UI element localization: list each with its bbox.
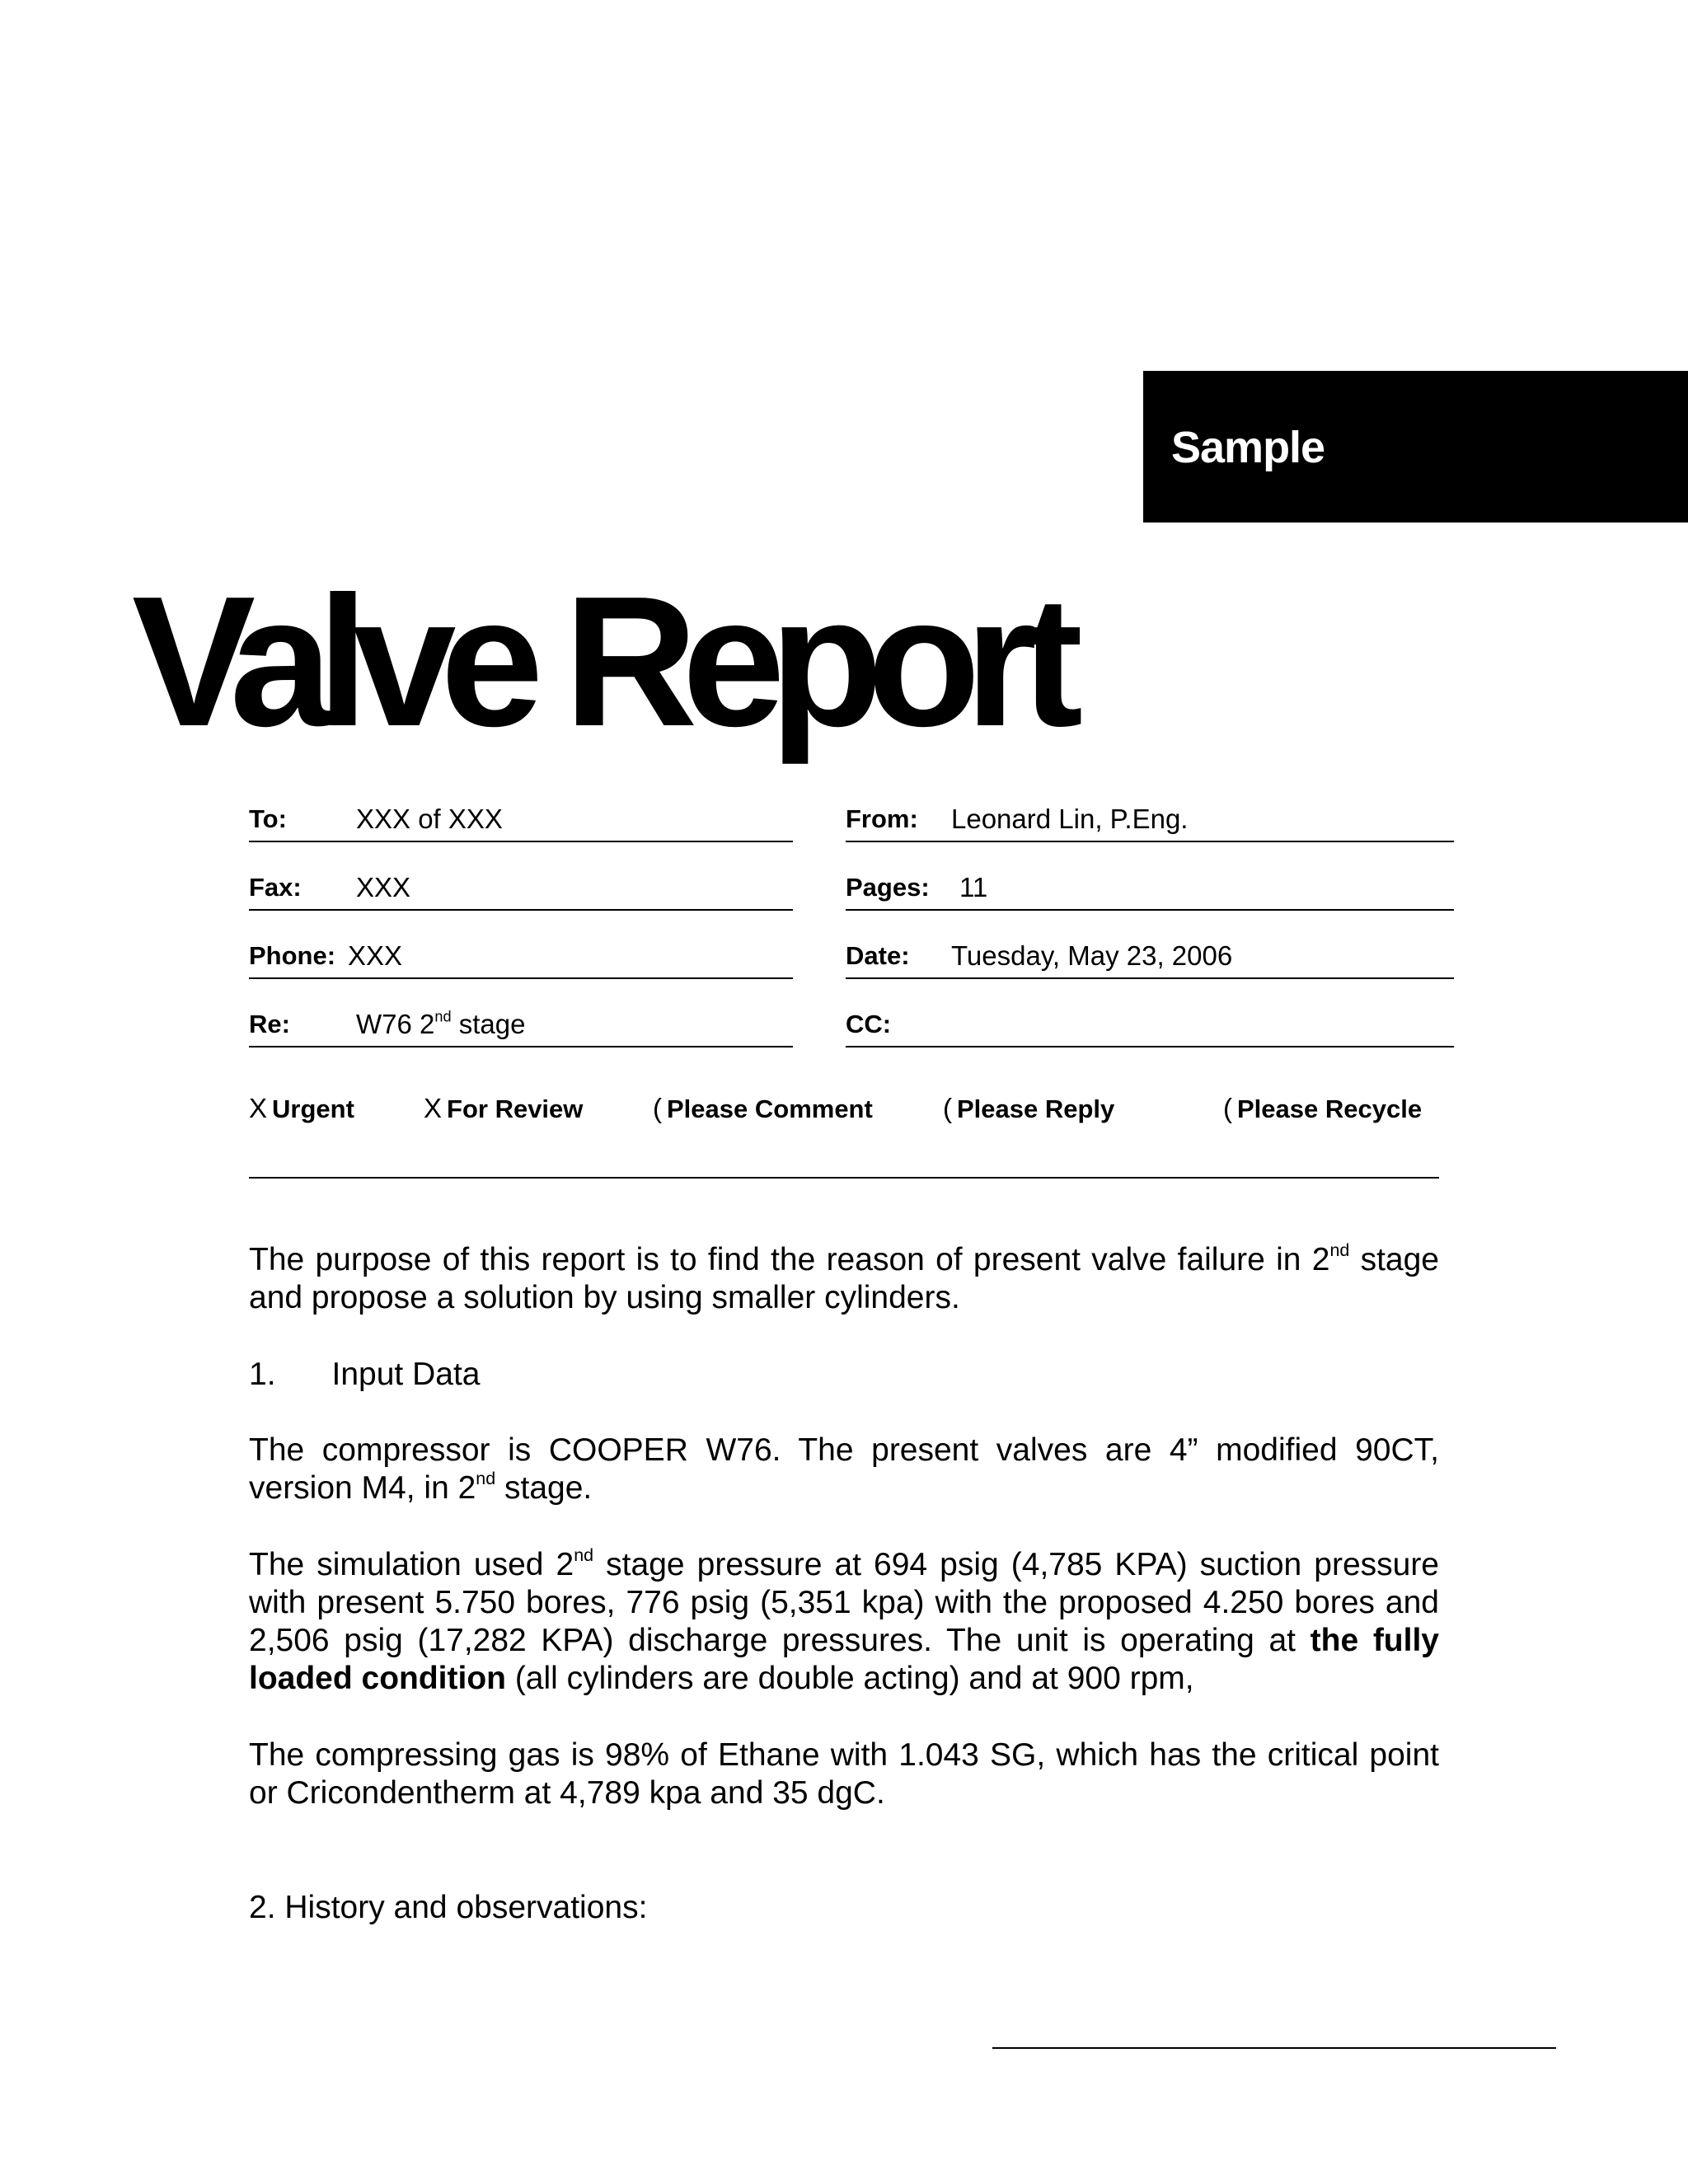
row-divider: [249, 841, 793, 842]
option-label: For Review: [447, 1094, 584, 1123]
re-value: [356, 1009, 525, 1040]
superscript: nd: [1329, 1240, 1350, 1260]
date-label: Date:: [846, 941, 910, 970]
option-label: Please Reply: [957, 1094, 1115, 1123]
section-title: Input Data: [331, 1357, 481, 1392]
to-label: To:: [249, 804, 287, 833]
phone-label: Phone:: [249, 941, 336, 970]
option-mark: (: [943, 1093, 952, 1123]
option-please-recycle[interactable]: [1223, 1093, 1422, 1124]
row-divider: [846, 909, 1454, 911]
option-please-comment[interactable]: [653, 1093, 873, 1124]
to-value: XXX of XXX: [356, 804, 503, 834]
section-2-heading: [249, 1889, 1439, 1927]
option-label: Urgent: [272, 1094, 354, 1123]
option-urgent[interactable]: [249, 1093, 354, 1124]
row-divider: [249, 977, 793, 979]
option-mark: (: [1223, 1093, 1232, 1123]
paragraph-text: The simulation used 2: [249, 1547, 574, 1582]
bold-text: the fully loaded condition: [249, 1623, 1439, 1696]
option-label: Please Comment: [667, 1094, 873, 1123]
section-title: 2. History and observations:: [249, 1890, 648, 1925]
option-please-reply[interactable]: [943, 1093, 1114, 1124]
option-for-review[interactable]: [424, 1093, 583, 1124]
sample-banner: [1143, 371, 1688, 523]
paragraph-text: stage and propose a solution by using smaller cylinders.: [249, 1242, 1440, 1315]
paragraph-text: The compressor is COOPER W76. The present valves are 4” modified 90CT, version M4, in 2: [249, 1432, 1439, 1506]
fax-value: XXX: [356, 872, 411, 902]
superscript: nd: [574, 1544, 594, 1565]
paragraph-text: (all cylinders are double acting) and at 900 rpm,: [505, 1661, 1194, 1696]
row-divider: [846, 841, 1454, 842]
from-label: From:: [846, 804, 918, 833]
page-title: Valve Report: [132, 557, 1068, 765]
option-label: Please Recycle: [1237, 1094, 1423, 1123]
option-mark: X: [249, 1093, 268, 1123]
paragraph-text: stage.: [495, 1470, 593, 1506]
re-label: Re:: [249, 1010, 290, 1038]
footer-rule: [992, 2047, 1556, 2049]
paragraph-simulation: [249, 1546, 1439, 1698]
from-value: Leonard Lin, P.Eng.: [951, 804, 1189, 834]
header-separator: [249, 1177, 1439, 1179]
paragraph-text: The compressing gas is 98% of Ethane with 1.043 SG, which has the critical point or Cricondentherm at 4,789 kpa and 35 dgC.: [249, 1737, 1439, 1811]
re-value-text: W76 2: [356, 1009, 435, 1039]
banner-text: Sample: [1171, 423, 1325, 472]
paragraph-text: The purpose of this report is to find the reason of present valve failure in 2: [249, 1242, 1330, 1277]
date-value: Tuesday, May 23, 2006: [951, 940, 1233, 971]
pages-value: 11: [959, 872, 988, 902]
superscript: nd: [476, 1468, 496, 1488]
re-value-sup: nd: [434, 1008, 452, 1025]
row-divider: [249, 1046, 793, 1047]
section-1-heading: [249, 1356, 1439, 1394]
pages-label: Pages:: [846, 873, 930, 902]
fax-label: Fax:: [249, 873, 302, 902]
re-value-text: stage: [451, 1009, 526, 1039]
phone-value: XXX: [348, 940, 403, 971]
cc-label: CC:: [846, 1010, 892, 1038]
paragraph-gas: [249, 1736, 1439, 1812]
option-mark: X: [424, 1093, 443, 1123]
paragraph-purpose: [249, 1241, 1439, 1317]
section-number: 1.: [249, 1357, 276, 1392]
row-divider: [249, 909, 793, 911]
option-mark: (: [653, 1093, 662, 1123]
row-divider: [846, 977, 1454, 979]
row-divider: [846, 1046, 1454, 1047]
paragraph-compressor: [249, 1432, 1439, 1507]
paragraph-text: stage pressure at 694 psig (4,785 KPA) suction pressure with present 5.750 bores, 776 psig (5,351 kpa) with the proposed 4.250 bores and 2,506 psig (17,282 KPA) discharge pressures. The unit is operating at: [249, 1547, 1439, 1658]
